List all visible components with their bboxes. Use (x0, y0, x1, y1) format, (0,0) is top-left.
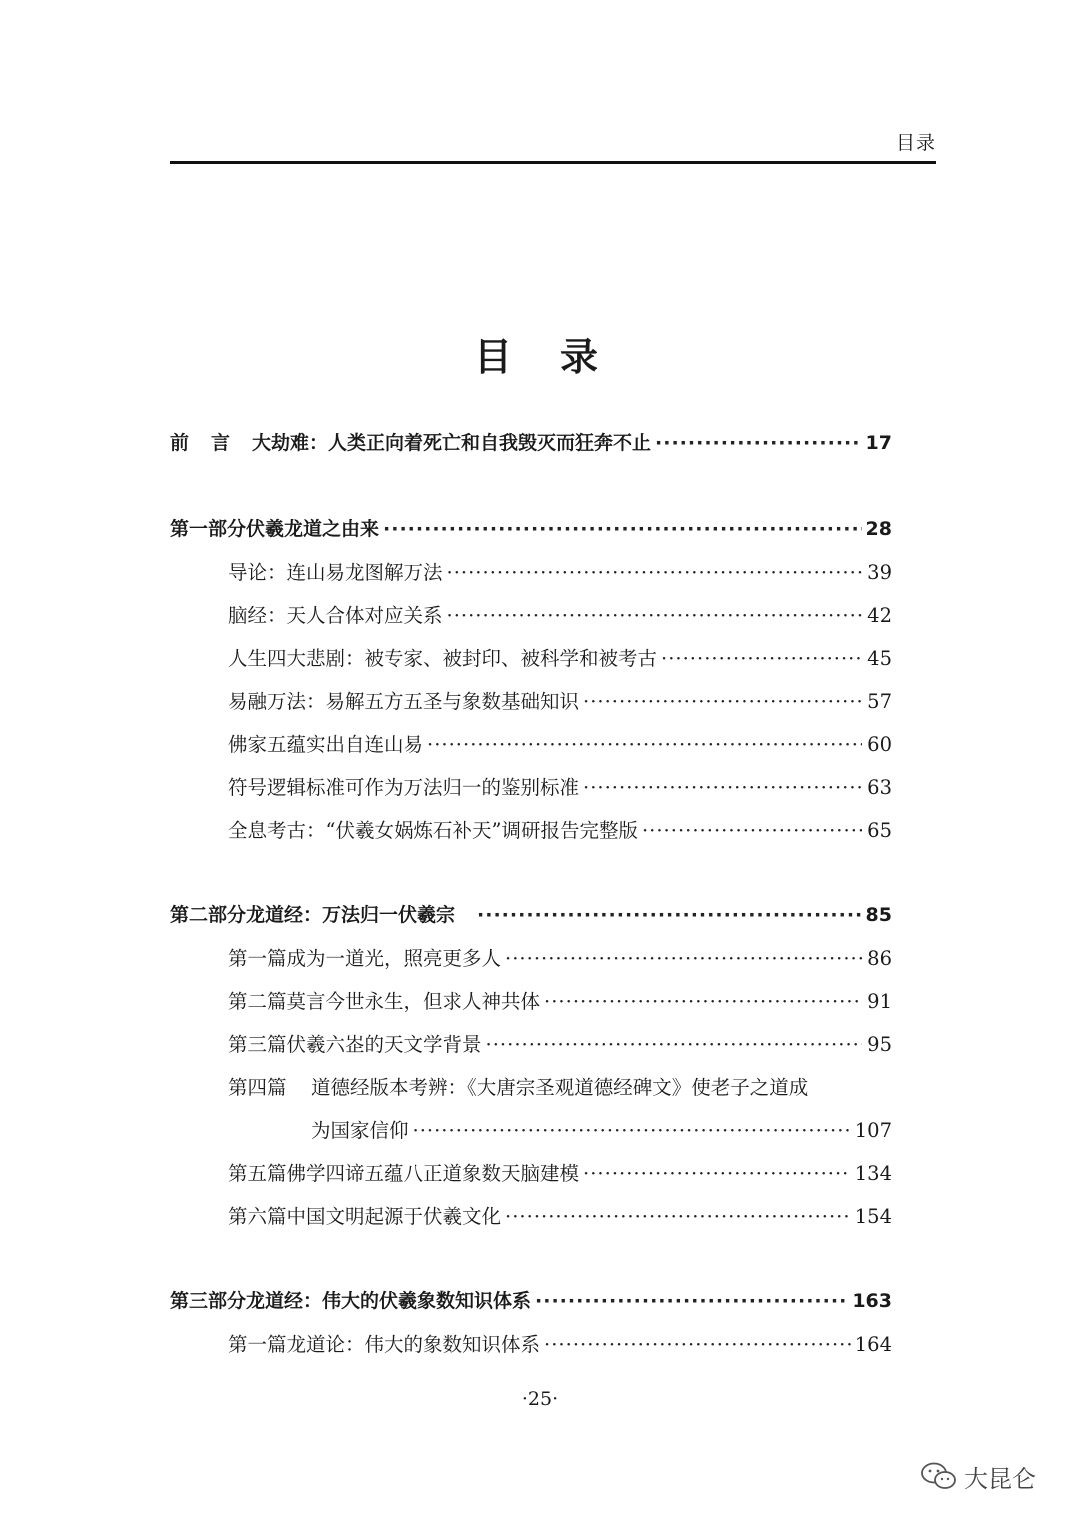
toc-entry-page: 65 (867, 819, 892, 842)
toc-entry-page: 60 (867, 733, 892, 756)
toc-entry-page: 63 (867, 776, 892, 799)
toc-entry-part3[interactable] (170, 1286, 892, 1320)
toc-leader-dots (655, 432, 862, 454)
toc-entry-title: 佛学四谛五蕴八正道象数天脑建模 (286, 1162, 580, 1185)
toc-preface-label: 前言 (170, 432, 253, 454)
toc-part3-page: 163 (852, 1290, 892, 1312)
toc-leader-dots (447, 561, 862, 584)
toc-entry-part1[interactable] (170, 514, 892, 548)
toc-entry[interactable] (228, 772, 892, 806)
toc-part1-page: 28 (865, 518, 892, 540)
toc-entry-title: 符号逻辑标准可作为万法归一的鉴别标准 (228, 776, 580, 799)
toc-entry[interactable] (228, 1029, 892, 1063)
page-number: ·25· (521, 1388, 559, 1410)
toc-leader-dots (427, 733, 862, 756)
toc-leader-dots (535, 1290, 848, 1312)
toc-entry-page: 42 (867, 604, 892, 627)
toc-entry[interactable] (228, 986, 892, 1020)
toc-entry-label: 第三篇 (228, 1033, 287, 1056)
toc-preface-title: 大劫难：人类正向着死亡和自我毁灭而狂奔不止 (252, 432, 652, 454)
toc-entry-label: 第五篇 (228, 1162, 287, 1185)
toc-leader-dots (583, 690, 862, 713)
toc-part1-title: 伏羲龙道之由来 (246, 518, 380, 540)
toc-leader-dots (486, 1033, 862, 1056)
toc-entry-page: 57 (867, 690, 892, 713)
toc-leader-dots (505, 947, 862, 970)
toc-entry-page: 86 (867, 947, 892, 970)
toc-leader-dots (544, 990, 862, 1013)
toc-entry-title: 成为一道光，照亮更多人 (286, 947, 502, 970)
toc-entry-page: 134 (854, 1162, 892, 1185)
toc-entry-label: 第六篇 (228, 1205, 287, 1228)
toc-part2-title: 龙道经：万法归一伏羲宗 (246, 904, 456, 926)
watermark-text: 大昆仑 (964, 1464, 1036, 1493)
page-title (0, 326, 1080, 381)
toc-entry-title-cont: 为国家信仰 (311, 1119, 409, 1142)
toc-entry-continuation[interactable] (311, 1115, 892, 1149)
toc-entry-page: 154 (854, 1205, 892, 1228)
toc-part2-label: 第二部分 (170, 904, 247, 926)
toc-entry[interactable] (228, 943, 892, 977)
toc-leader-dots (383, 518, 862, 540)
toc-leader-dots (583, 776, 862, 799)
toc-entry[interactable] (228, 1201, 892, 1235)
toc-entry-title: 中国文明起源于伏羲文化 (286, 1205, 502, 1228)
running-header-title: 目录 (895, 132, 936, 154)
toc-entry-title: 全息考古：“伏羲女娲炼石补天”调研报告完整版 (228, 819, 638, 842)
toc-entry-title: 易融万法：易解五方五圣与象数基础知识 (228, 690, 580, 713)
toc-entry-title: 导论：连山易龙图解万法 (228, 561, 443, 584)
toc-entry-title: 道德经版本考辨：《大唐宗圣观道德经碑文》使老子之道成 (311, 1076, 809, 1099)
toc-entry-title: 龙道论：伟大的象数知识体系 (286, 1333, 541, 1356)
toc-leader-dots (505, 1205, 851, 1228)
toc-entry-page: 95 (867, 1033, 892, 1056)
toc-entry-page: 164 (854, 1333, 892, 1356)
toc-entry[interactable] (228, 729, 892, 763)
toc-leader-dots (447, 604, 862, 627)
toc-entry-page: 91 (867, 990, 892, 1013)
toc-leader-dots (477, 904, 862, 926)
toc-entry-title: 伏羲六峜的天文学背景 (286, 1033, 482, 1056)
wechat-icon (920, 1461, 958, 1491)
toc-part2-page: 85 (865, 904, 892, 926)
toc-entry[interactable] (228, 643, 892, 677)
toc-entry-page: 45 (867, 647, 892, 670)
toc-entry-preface[interactable] (170, 428, 892, 462)
toc-leader-dots (642, 819, 862, 842)
toc-entry-label: 第一篇 (228, 1333, 287, 1356)
toc-entry-label: 第二篇 (228, 990, 287, 1013)
toc-entry[interactable] (228, 557, 892, 591)
toc-preface-page: 17 (865, 432, 892, 454)
toc-part3-label: 第三部分 (170, 1290, 247, 1312)
toc-entry[interactable] (228, 600, 892, 634)
toc-entry-label: 第一篇 (228, 947, 287, 970)
toc-part3-title: 龙道经：伟大的伏羲象数知识体系 (246, 1290, 532, 1312)
toc-entry[interactable] (228, 1072, 892, 1106)
toc-entry[interactable] (228, 815, 892, 849)
toc-entry[interactable] (228, 1158, 892, 1192)
toc-entry-page: 107 (854, 1119, 892, 1142)
toc-entry-title: 脑经：天人合体对应关系 (228, 604, 443, 627)
toc-leader-dots (661, 647, 862, 670)
watermark (920, 1456, 1060, 1496)
page-title-right: 录 (560, 335, 607, 379)
page-title-left: 目 (473, 335, 520, 379)
toc-part1-label: 第一部分 (170, 518, 247, 540)
toc-entry-label: 第四篇 (228, 1076, 287, 1099)
toc-entry-part2[interactable] (170, 900, 892, 934)
running-header (170, 128, 936, 164)
toc-leader-dots (583, 1162, 851, 1185)
toc-entry-title: 佛家五蕴实出自连山易 (228, 733, 424, 756)
toc-entry-title: 莫言今世永生，但求人神共体 (286, 990, 541, 1013)
toc-entry-title: 人生四大悲剧：被专家、被封印、被科学和被考古 (228, 647, 658, 670)
toc-entry[interactable] (228, 1329, 892, 1363)
toc-leader-dots (413, 1119, 851, 1142)
toc-leader-dots (544, 1333, 851, 1356)
toc-entry[interactable] (228, 686, 892, 720)
toc-entry-page: 39 (867, 561, 892, 584)
